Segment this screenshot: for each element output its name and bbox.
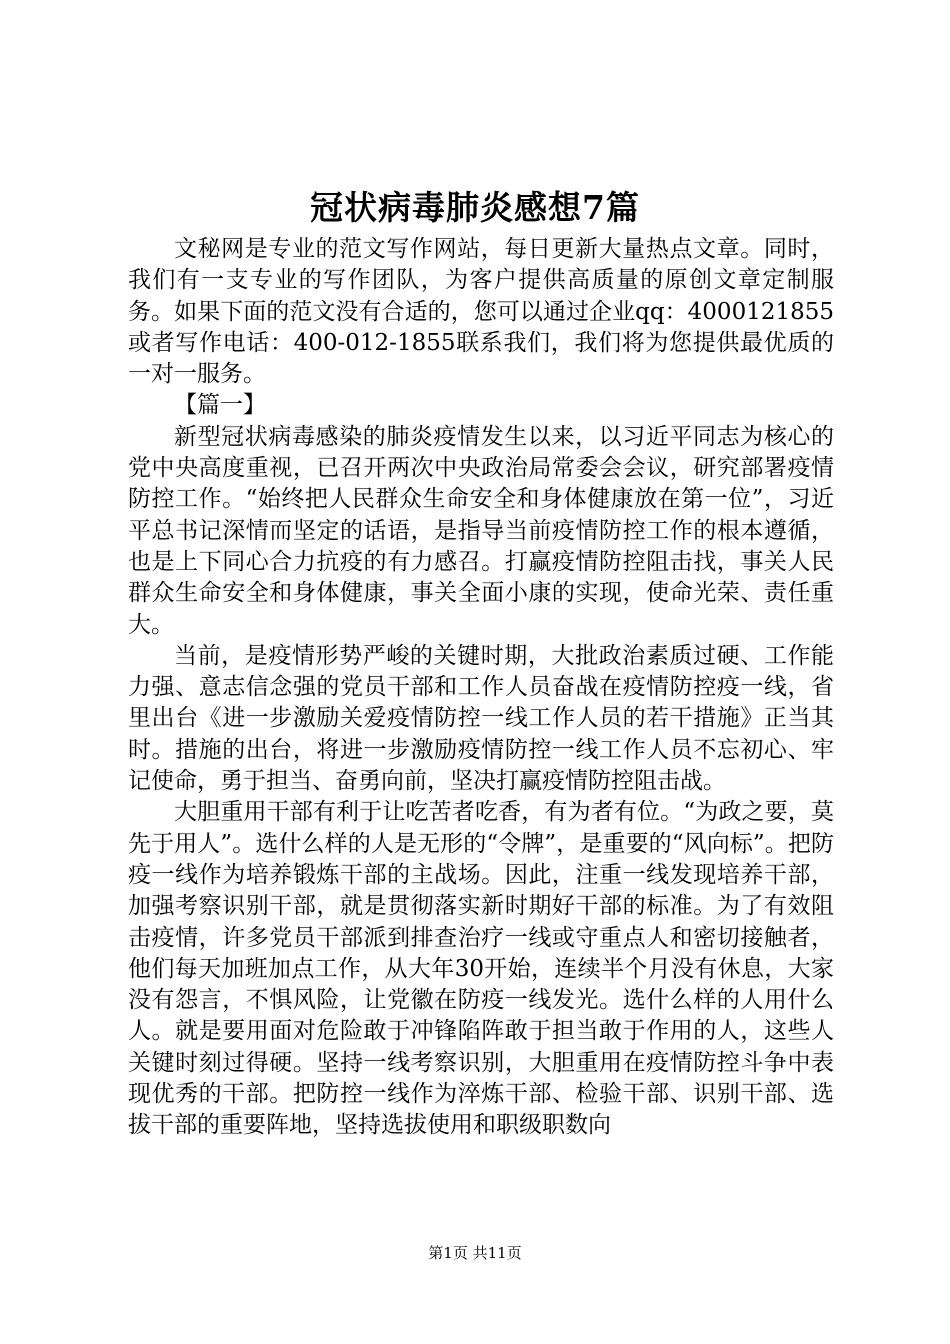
body-paragraph: 大胆重用干部有利于让吃苦者吃香，有为者有位。“为政之要，莫先于用人”。选什么样的人是无形的“令牌”，是重要的“风向标”。把防疫一线作为培养锻炼干部的主战场。因此，注重一线发现培养干部，加强考察识别干部，就是贯彻落实新时期好干部的标准。为了有效阻击疫情，许多党员干部派到排查治疗一线或守重点人和密切接触者，他们每天加班加点工作，从大年30开始，连续半个月没有休息，大家没有怨言，不惧风险，让党徽在防疫一线发光。选什么样的人用什么人。就是要用面对危险敢于冲锋陷阵敢于担当敢于作用的人，这些人关键时刻过得硬。坚持一线考察识别，大胆重用在疫情防控斗争中表现优秀的干部。把防控一线作为淬炼干部、检验干部、识别干部、选拔干部的重要阵地，坚持选拔使用和职级职数向 xyxy=(128,799,834,1139)
intro-paragraph: 文秘网是专业的范文写作网站，每日更新大量热点文章。同时，我们有一支专业的写作团队，为客户提供高质量的原创文章定制服务。如果下面的范文没有合适的，您可以通过企业qq：4000121855或者写作电话：400-012-1855联系我们，我们将为您提供最优质的一对一服务。 xyxy=(128,236,834,388)
page-footer: 第1页 共11页 xyxy=(428,1244,522,1262)
body-paragraph: 当前，是疫情形势严峻的关键时期，大批政治素质过硬、工作能力强、意志信念强的党员干部和工作人员奋战在疫情防控疫一线，省里出台《进一步激励关爱疫情防控一线工作人员的若干措施》正当其时。措施的出台，将进一步激励疫情防控一线工作人员不忘初心、牢记使命，勇于担当、奋勇向前，坚决打赢疫情防控阻击战。 xyxy=(128,642,834,795)
document-body xyxy=(128,234,834,1142)
body-paragraph: 新型冠状病毒感染的肺炎疫情发生以来，以习近平同志为核心的党中央高度重视，已召开两次中央政治局常委会会议，研究部署疫情防控工作。“始终把人民群众生命安全和身体健康放在第一位”，习近平总书记深情而坚定的话语，是指导当前疫情防控工作的根本遵循，也是上下同心合力抗疫的有力感召。打赢疫情防控阻击找，事关人民群众生命安全和身体健康，事关全面小康的实现，使命光荣、责任重大。 xyxy=(128,423,834,638)
document-title: 冠状病毒肺炎感想7篇 xyxy=(310,188,640,227)
section-heading: 【篇一】 xyxy=(174,392,266,419)
